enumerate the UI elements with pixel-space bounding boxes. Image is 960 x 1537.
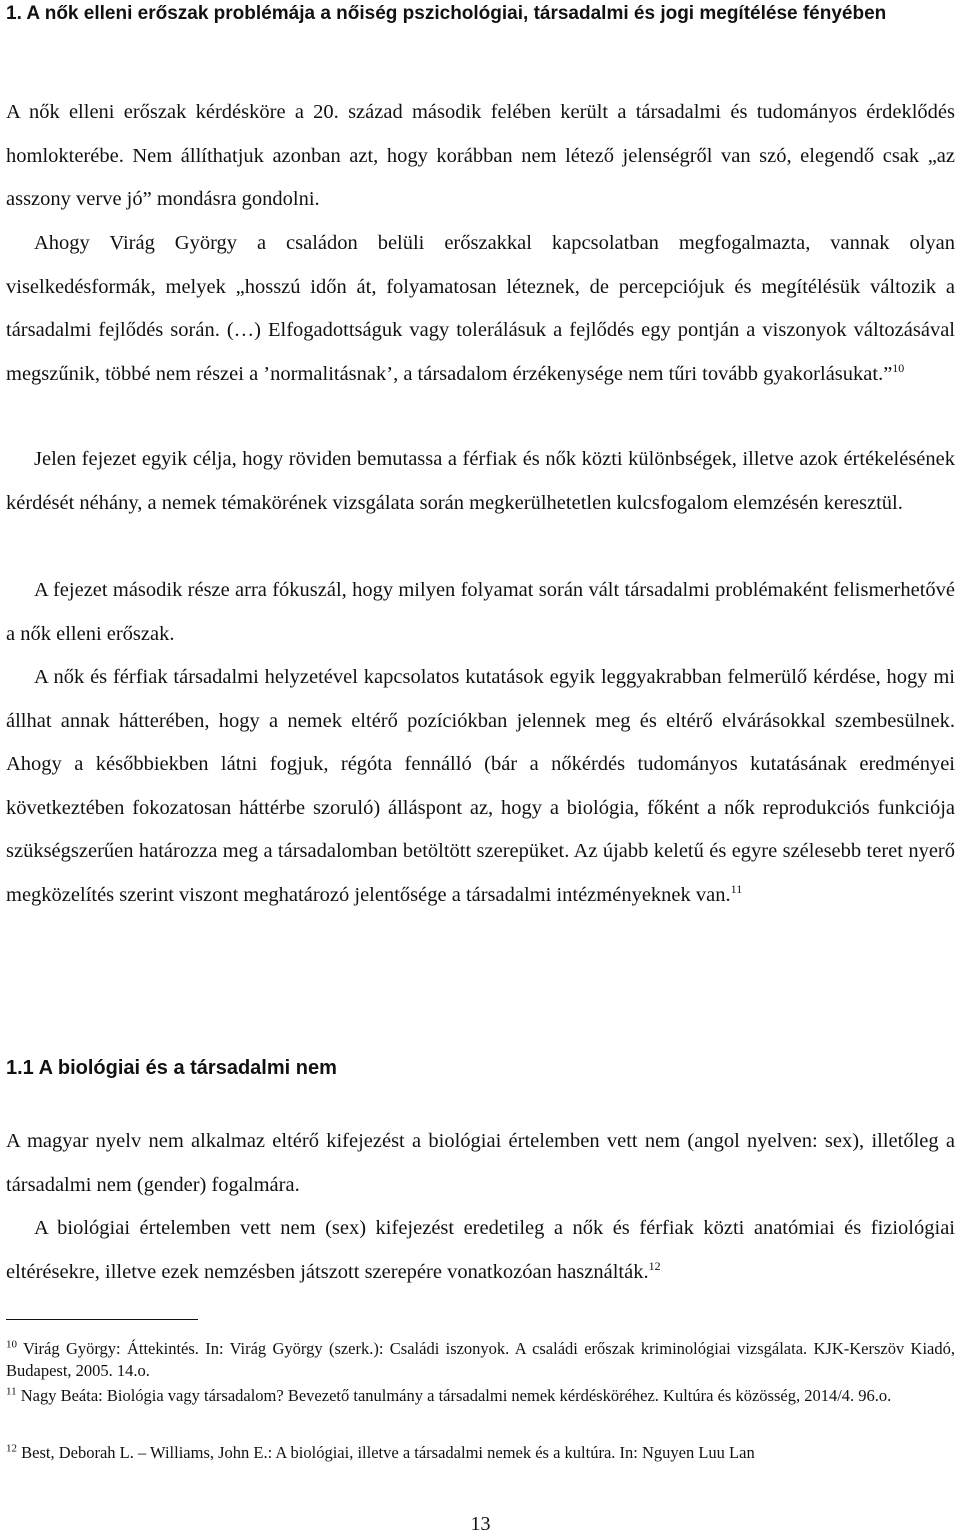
footnote-ref-11[interactable]: 11 [730,881,743,896]
footnote-10: $^{10}$ Virág György: Áttekintés. In: Virág György (szerk.): Családi iszonyok. A családi erőszak kriminológiai vizsgálata. KJK-Kerszöv Kiadó, Budapest, 2005. 14.o. [6,1338,955,1380]
paragraph-intro: A nők elleni erőszak kérdésköre a 20. század második felében került a társadalmi és tudományos érdeklődés homlokterébe. Nem állíthatjuk azonban azt, hogy korábban nem létező jelenségről van szó, elegendő csak „az asszony verve jó” mondásra gondolni. [6,101,955,210]
paragraph-chapter-part2: A fejezet második része arra fókuszál, hogy milyen folyamat során vált társadalmi problémaként felismerhetővé a nők elleni erőszak. [6,579,955,645]
page-number: 13 [470,1513,491,1535]
footnote-ref-10[interactable]: 10 [892,360,905,375]
footnote-divider [6,1319,198,1320]
paragraph-gender-research: A nők és férfiak társadalmi helyzetével kapcsolatos kutatások egyik leggyakrabban felmerülő kérdése, hogy mi állhat annak hátterében, hogy a nemek eltérő pozíciókban jelennek meg és eltérő elvárásokkal szembesülnek. Ahogy a későbbiekben látni fogjuk, régóta fennálló (bár a nőkérdés tudományos kutatásának eredményei következtében fokozatosan háttérbe szoruló) álláspont az, hogy a biológia, főként a nők reprodukciós funkciója szükségszerűen határozza meg a társadalomban betöltött szerepüket. Az újabb keletű és egyre szélesebb teret nyerő megközelítés szerint viszont meghatározó jelentősége a társadalmi intézményeknek van.$^{11}$ [6,666,955,906]
footnote-11: $^{11}$ Nagy Beáta: Biológia vagy társadalom? Bevezető tanulmány a társadalmi nemek kérdésköréhez. Kultúra és közösség, 2014/4. 96.o. [6,1385,892,1405]
paragraph-sex-definition: A biológiai értelemben vett nem (sex) kifejezést eredetileg a nők és férfiak közti anatómiai és fiziológiai eltérésekre, illetve ezek nemzésben játszott szerepére vonatkozóan használták.$^{12}$ [6,1217,955,1283]
chapter-heading: 1. A nők elleni erőszak problémája a nőiség pszichológiai, társadalmi és jogi megítélése fényében [6,3,887,24]
paragraph-chapter-aim: Jelen fejezet egyik célja, hogy röviden bemutassa a férfiak és nők közti különbségek, illetve azok értékelésének kérdését néhány, a nemek témakörének vizsgálata során megkerülhetetlen kulcsfogalom elemzésén keresztül. [6,448,955,514]
footnote-12: $^{12}$ Best, Deborah L. – Williams, John E.: A biológiai, illetve a társadalmi nemek és a kultúra. In: Nguyen Luu Lan [6,1442,755,1462]
section-heading: 1.1 A biológiai és a társadalmi nem [6,1057,337,1079]
footnote-ref-12[interactable]: 12 [648,1258,661,1273]
paragraph-language-note: A magyar nyelv nem alkalmaz eltérő kifejezést a biológiai értelemben vett nem (angol nyelven: sex), illetőleg a társadalmi nem (gender) fogalmára. [6,1130,955,1196]
paragraph-virag-quote: Ahogy Virág György a családon belüli erőszakkal kapcsolatban megfogalmazta, vannak olyan viselkedésformák, melyek „hosszú időn át, folyamatosan léteznek, de percepciójuk és megítélésük változik a társadalmi fejlődés során. (…) Elfogadottságuk vagy tolerálásuk a fejlődés egy pontján a viszonyok változásával megszűnik, többé nem részei a ’normalitásnak’, a társadalom érzékenysége nem tűri tovább gyakorlásukat.”$^{10}$ [6,232,955,385]
